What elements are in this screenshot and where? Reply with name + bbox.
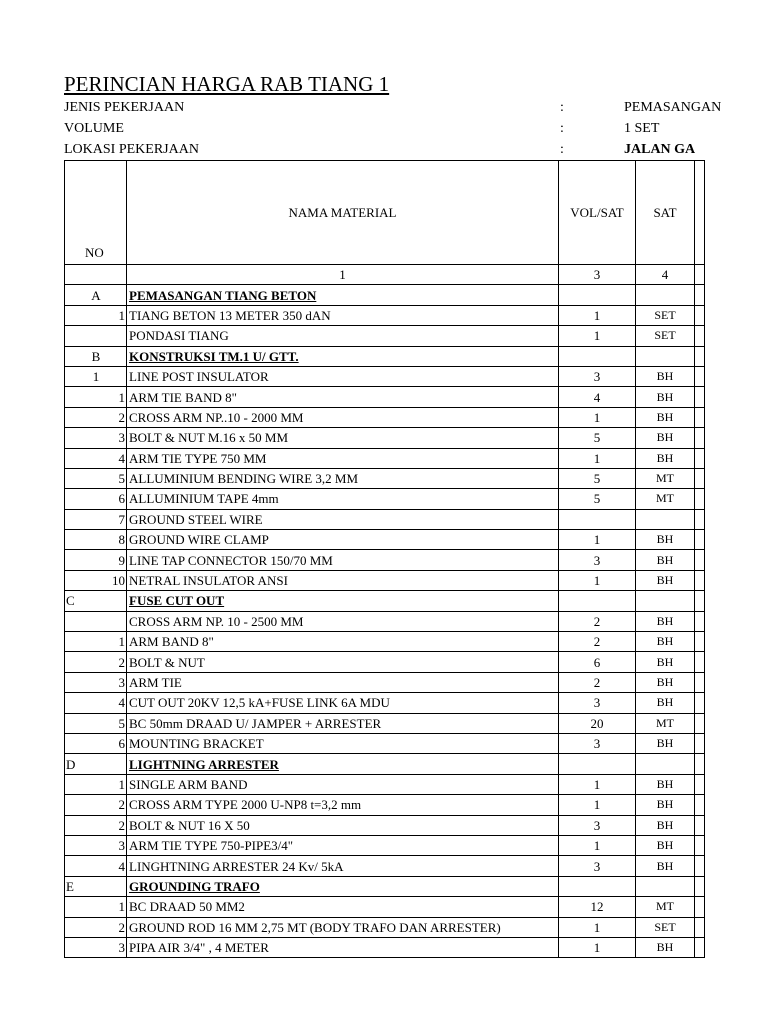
table-row	[65, 672, 705, 692]
row-overflow-cell	[695, 672, 705, 692]
row-no: C	[65, 591, 127, 611]
row-no	[65, 326, 127, 346]
material-name: PIPA AIR 3/4" , 4 METER	[127, 937, 559, 957]
row-overflow-cell	[695, 713, 705, 733]
section-title: PEMASANGAN TIANG BETON	[127, 285, 559, 305]
row-no: 3	[65, 428, 127, 448]
row-vol: 2	[559, 611, 636, 631]
section-row	[65, 876, 705, 896]
material-name: NETRAL INSULATOR ANSI	[127, 570, 559, 590]
row-no: 1	[65, 387, 127, 407]
section-row	[65, 591, 705, 611]
row-vol: 2	[559, 632, 636, 652]
row-overflow-cell	[695, 591, 705, 611]
table-row	[65, 407, 705, 427]
row-overflow-cell	[695, 387, 705, 407]
row-overflow-cell	[695, 326, 705, 346]
table-row	[65, 468, 705, 488]
index-vol-cell: 3	[559, 265, 636, 285]
row-sat: MT	[636, 713, 695, 733]
row-overflow-cell	[695, 632, 705, 652]
row-no: 4	[65, 693, 127, 713]
row-sat: BH	[636, 448, 695, 468]
row-sat: BH	[636, 632, 695, 652]
row-no: 3	[65, 672, 127, 692]
table-row	[65, 366, 705, 386]
row-overflow-cell	[695, 937, 705, 957]
row-no: 1	[65, 897, 127, 917]
row-no: 6	[65, 733, 127, 753]
row-sat: BH	[636, 570, 695, 590]
row-overflow-cell	[695, 774, 705, 794]
material-name: ALLUMINIUM BENDING WIRE 3,2 MM	[127, 468, 559, 488]
row-vol: 2	[559, 672, 636, 692]
row-overflow-cell	[695, 835, 705, 855]
row-vol: 3	[559, 693, 636, 713]
meta-value: 1 SET	[624, 121, 660, 136]
index-overflow-cell	[695, 265, 705, 285]
row-no: 10	[65, 570, 127, 590]
row-overflow-cell	[695, 815, 705, 835]
material-name: TIANG BETON 13 METER 350 dAN	[127, 305, 559, 325]
table-row	[65, 917, 705, 937]
row-sat: BH	[636, 693, 695, 713]
table-row	[65, 387, 705, 407]
row-overflow-cell	[695, 733, 705, 753]
row-sat: BH	[636, 733, 695, 753]
meta-colon: :	[560, 121, 564, 136]
header-sat: SAT	[636, 161, 695, 265]
row-no	[65, 611, 127, 631]
row-vol: 3	[559, 366, 636, 386]
row-vol: 1	[559, 937, 636, 957]
row-vol: 5	[559, 468, 636, 488]
row-sat	[636, 591, 695, 611]
material-name: BC DRAAD 50 MM2	[127, 897, 559, 917]
table-row	[65, 937, 705, 957]
table-row	[65, 570, 705, 590]
row-vol: 12	[559, 897, 636, 917]
row-vol: 3	[559, 733, 636, 753]
row-vol: 1	[559, 917, 636, 937]
meta-label: LOKASI PEKERJAAN	[64, 142, 199, 157]
material-name: MOUNTING BRACKET	[127, 733, 559, 753]
row-overflow-cell	[695, 489, 705, 509]
row-no: 6	[65, 489, 127, 509]
meta-row-volume	[64, 121, 768, 141]
table-row	[65, 509, 705, 529]
material-name: ARM TIE TYPE 750 MM	[127, 448, 559, 468]
row-sat: MT	[636, 897, 695, 917]
material-name: CROSS ARM NP. 10 - 2500 MM	[127, 611, 559, 631]
row-vol	[559, 591, 636, 611]
row-sat: SET	[636, 305, 695, 325]
row-sat: BH	[636, 550, 695, 570]
table-row	[65, 835, 705, 855]
row-no: 8	[65, 530, 127, 550]
meta-colon: :	[560, 100, 564, 115]
row-sat: BH	[636, 774, 695, 794]
row-overflow-cell	[695, 285, 705, 305]
row-sat: BH	[636, 530, 695, 550]
section-row	[65, 754, 705, 774]
meta-row-lokasi-pekerjaan	[64, 142, 768, 162]
row-no: 1	[65, 632, 127, 652]
material-name: BOLT & NUT	[127, 652, 559, 672]
index-no-cell	[65, 265, 127, 285]
meta-label: JENIS PEKERJAAN	[64, 100, 185, 115]
row-vol	[559, 509, 636, 529]
row-vol: 1	[559, 407, 636, 427]
row-vol: 4	[559, 387, 636, 407]
row-sat: BH	[636, 937, 695, 957]
row-no: 1	[65, 305, 127, 325]
row-overflow-cell	[695, 550, 705, 570]
meta-row-jenis-pekerjaan	[64, 100, 768, 120]
row-sat: SET	[636, 917, 695, 937]
header-vol-sat: VOL/SAT	[559, 161, 636, 265]
meta-label: VOLUME	[64, 121, 124, 136]
index-name-cell: 1	[127, 265, 559, 285]
material-name: CROSS ARM TYPE 2000 U-NP8 t=3,2 mm	[127, 795, 559, 815]
material-name: SINGLE ARM BAND	[127, 774, 559, 794]
row-vol: 1	[559, 530, 636, 550]
meta-value: JALAN GA	[624, 142, 696, 157]
row-vol: 1	[559, 326, 636, 346]
document-title: PERINCIAN HARGA RAB TIANG 1	[64, 72, 390, 96]
material-table	[64, 160, 705, 958]
material-name: LINGHTNING ARRESTER 24 Kv/ 5kA	[127, 856, 559, 876]
row-overflow-cell	[695, 917, 705, 937]
row-sat	[636, 754, 695, 774]
row-overflow-cell	[695, 305, 705, 325]
row-overflow-cell	[695, 448, 705, 468]
row-vol: 3	[559, 815, 636, 835]
row-vol: 1	[559, 795, 636, 815]
material-name: ALLUMINIUM TAPE 4mm	[127, 489, 559, 509]
row-no: 9	[65, 550, 127, 570]
index-sat-cell: 4	[636, 265, 695, 285]
column-index-row	[65, 265, 705, 285]
row-no: B	[65, 346, 127, 366]
row-vol: 5	[559, 428, 636, 448]
material-name: CROSS ARM NP..10 - 2000 MM	[127, 407, 559, 427]
row-sat	[636, 509, 695, 529]
row-overflow-cell	[695, 754, 705, 774]
table-row	[65, 815, 705, 835]
row-sat	[636, 346, 695, 366]
row-no: 1	[65, 774, 127, 794]
table-row	[65, 897, 705, 917]
row-overflow-cell	[695, 856, 705, 876]
material-name: BOLT & NUT M.16 x 50 MM	[127, 428, 559, 448]
material-name: CUT OUT 20KV 12,5 kA+FUSE LINK 6A MDU	[127, 693, 559, 713]
row-no: E	[65, 876, 127, 896]
row-vol: 1	[559, 774, 636, 794]
row-sat	[636, 876, 695, 896]
row-vol	[559, 285, 636, 305]
section-title: GROUNDING TRAFO	[127, 876, 559, 896]
section-title: LIGHTNING ARRESTER	[127, 754, 559, 774]
row-sat: BH	[636, 407, 695, 427]
header-overflow-cell	[695, 161, 705, 265]
table-row	[65, 795, 705, 815]
row-overflow-cell	[695, 366, 705, 386]
meta-value: PEMASANGAN	[624, 100, 722, 115]
section-row	[65, 285, 705, 305]
row-no: 2	[65, 407, 127, 427]
row-sat: BH	[636, 672, 695, 692]
row-sat: BH	[636, 856, 695, 876]
row-vol: 3	[559, 856, 636, 876]
row-sat: BH	[636, 652, 695, 672]
table-row	[65, 713, 705, 733]
row-vol	[559, 754, 636, 774]
row-sat: BH	[636, 366, 695, 386]
material-name: BC 50mm DRAAD U/ JAMPER + ARRESTER	[127, 713, 559, 733]
row-no: 3	[65, 835, 127, 855]
row-sat: BH	[636, 815, 695, 835]
row-sat: BH	[636, 387, 695, 407]
row-overflow-cell	[695, 897, 705, 917]
row-vol: 1	[559, 305, 636, 325]
row-no: D	[65, 754, 127, 774]
row-no: 1	[65, 366, 127, 386]
row-vol: 3	[559, 550, 636, 570]
row-sat: BH	[636, 835, 695, 855]
row-vol	[559, 346, 636, 366]
row-vol: 5	[559, 489, 636, 509]
row-overflow-cell	[695, 530, 705, 550]
material-name: LINE POST INSULATOR	[127, 366, 559, 386]
material-table-container	[64, 160, 694, 958]
row-no: 3	[65, 937, 127, 957]
row-no: 5	[65, 468, 127, 488]
row-overflow-cell	[695, 693, 705, 713]
material-name: LINE TAP CONNECTOR 150/70 MM	[127, 550, 559, 570]
row-sat: MT	[636, 489, 695, 509]
row-overflow-cell	[695, 611, 705, 631]
row-overflow-cell	[695, 795, 705, 815]
table-row	[65, 326, 705, 346]
row-vol: 1	[559, 835, 636, 855]
material-name: PONDASI TIANG	[127, 326, 559, 346]
table-row	[65, 774, 705, 794]
table-row	[65, 448, 705, 468]
row-overflow-cell	[695, 407, 705, 427]
material-name: GROUND WIRE CLAMP	[127, 530, 559, 550]
table-row	[65, 611, 705, 631]
row-vol: 20	[559, 713, 636, 733]
header-nama-material: NAMA MATERIAL	[127, 161, 559, 265]
section-title: KONSTRUKSI TM.1 U/ GTT.	[127, 346, 559, 366]
row-overflow-cell	[695, 468, 705, 488]
table-row	[65, 550, 705, 570]
row-overflow-cell	[695, 570, 705, 590]
row-overflow-cell	[695, 652, 705, 672]
material-name: GROUND ROD 16 MM 2,75 MT (BODY TRAFO DAN ARRESTER)	[127, 917, 559, 937]
section-row	[65, 346, 705, 366]
table-row	[65, 428, 705, 448]
table-row	[65, 489, 705, 509]
row-no: 2	[65, 815, 127, 835]
table-header-row	[65, 161, 705, 265]
material-name: ARM TIE TYPE 750-PIPE3/4"	[127, 835, 559, 855]
table-row	[65, 856, 705, 876]
row-sat: SET	[636, 326, 695, 346]
material-name: GROUND STEEL WIRE	[127, 509, 559, 529]
row-no: 4	[65, 448, 127, 468]
row-no: 5	[65, 713, 127, 733]
row-sat: BH	[636, 428, 695, 448]
meta-colon: :	[560, 142, 564, 157]
table-row	[65, 733, 705, 753]
table-row	[65, 305, 705, 325]
material-name: ARM BAND 8"	[127, 632, 559, 652]
row-sat: BH	[636, 795, 695, 815]
row-no: 7	[65, 509, 127, 529]
table-row	[65, 693, 705, 713]
row-no: A	[65, 285, 127, 305]
row-overflow-cell	[695, 509, 705, 529]
material-name: ARM TIE BAND 8"	[127, 387, 559, 407]
row-vol: 1	[559, 448, 636, 468]
row-sat: MT	[636, 468, 695, 488]
row-vol	[559, 876, 636, 896]
row-overflow-cell	[695, 428, 705, 448]
row-no: 2	[65, 652, 127, 672]
table-body	[65, 285, 705, 958]
row-sat: BH	[636, 611, 695, 631]
material-name: BOLT & NUT 16 X 50	[127, 815, 559, 835]
material-name: ARM TIE	[127, 672, 559, 692]
row-no: 2	[65, 917, 127, 937]
row-vol: 1	[559, 570, 636, 590]
row-sat	[636, 285, 695, 305]
row-overflow-cell	[695, 876, 705, 896]
header-no: NO	[65, 161, 127, 265]
section-title: FUSE CUT OUT	[127, 591, 559, 611]
row-no: 2	[65, 795, 127, 815]
table-row	[65, 632, 705, 652]
row-no: 4	[65, 856, 127, 876]
row-vol: 6	[559, 652, 636, 672]
row-overflow-cell	[695, 346, 705, 366]
table-row	[65, 530, 705, 550]
table-row	[65, 652, 705, 672]
